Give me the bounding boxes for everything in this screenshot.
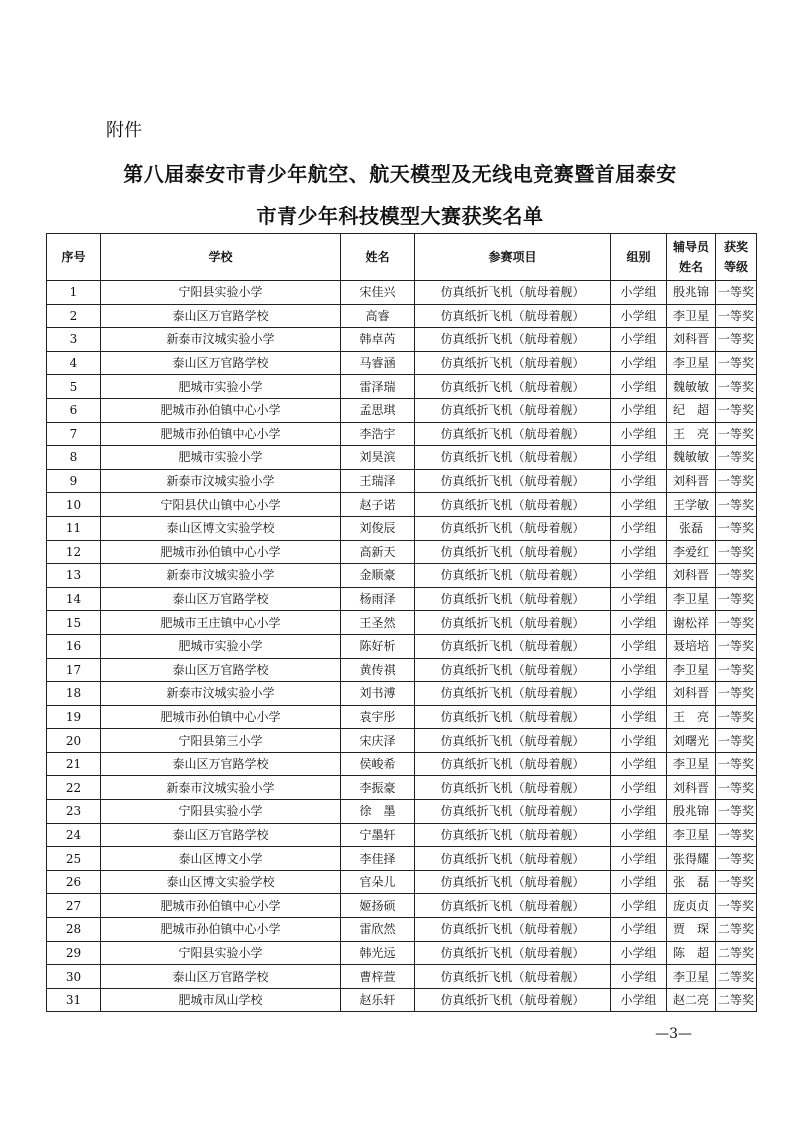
cell-no: 14	[47, 587, 101, 611]
cell-award: 一等奖	[716, 894, 757, 918]
cell-no: 5	[47, 375, 101, 399]
cell-name: 宋佳兴	[341, 281, 415, 305]
cell-school: 肥城市实验小学	[101, 375, 341, 399]
table-body	[47, 281, 757, 1012]
cell-school: 宁阳县实验小学	[101, 941, 341, 965]
cell-name: 李浩宇	[341, 422, 415, 446]
table-row	[47, 870, 757, 894]
cell-name: 孟思琪	[341, 398, 415, 422]
cell-group: 小学组	[611, 965, 667, 989]
cell-school: 新泰市汶城实验小学	[101, 776, 341, 800]
cell-no: 29	[47, 941, 101, 965]
cell-award: 一等奖	[716, 493, 757, 517]
cell-award: 一等奖	[716, 870, 757, 894]
table-row	[47, 351, 757, 375]
cell-no: 1	[47, 281, 101, 305]
cell-project: 仿真纸折飞机（航母着舰）	[415, 752, 611, 776]
cell-name: 王圣然	[341, 611, 415, 635]
cell-school: 新泰市汶城实验小学	[101, 469, 341, 493]
table-row	[47, 304, 757, 328]
cell-group: 小学组	[611, 823, 667, 847]
cell-project: 仿真纸折飞机（航母着舰）	[415, 823, 611, 847]
cell-project: 仿真纸折飞机（航母着舰）	[415, 351, 611, 375]
cell-school: 肥城市孙伯镇中心小学	[101, 398, 341, 422]
cell-no: 15	[47, 611, 101, 635]
cell-project: 仿真纸折飞机（航母着舰）	[415, 634, 611, 658]
cell-group: 小学组	[611, 752, 667, 776]
cell-no: 10	[47, 493, 101, 517]
cell-tutor: 纪 超	[667, 398, 716, 422]
cell-award: 一等奖	[716, 281, 757, 305]
cell-award: 二等奖	[716, 918, 757, 942]
cell-tutor: 李卫星	[667, 752, 716, 776]
cell-group: 小学组	[611, 729, 667, 753]
table-row	[47, 611, 757, 635]
column-header-award	[716, 234, 757, 281]
column-header-school: 学校	[101, 234, 341, 281]
cell-group: 小学组	[611, 375, 667, 399]
cell-group: 小学组	[611, 918, 667, 942]
cell-school: 宁阳县实验小学	[101, 800, 341, 824]
cell-project: 仿真纸折飞机（航母着舰）	[415, 587, 611, 611]
cell-group: 小学组	[611, 351, 667, 375]
table-row	[47, 540, 757, 564]
cell-name: 黄传祺	[341, 658, 415, 682]
table-row	[47, 941, 757, 965]
cell-no: 30	[47, 965, 101, 989]
cell-tutor: 谢松祥	[667, 611, 716, 635]
cell-name: 刘昊滨	[341, 446, 415, 470]
cell-name: 陈好析	[341, 634, 415, 658]
cell-group: 小学组	[611, 776, 667, 800]
cell-award: 一等奖	[716, 729, 757, 753]
table-row	[47, 847, 757, 871]
cell-tutor: 李卫星	[667, 965, 716, 989]
table-row	[47, 800, 757, 824]
cell-name: 马睿涵	[341, 351, 415, 375]
cell-name: 赵乐轩	[341, 988, 415, 1012]
cell-no: 8	[47, 446, 101, 470]
cell-no: 25	[47, 847, 101, 871]
cell-group: 小学组	[611, 446, 667, 470]
cell-school: 肥城市实验小学	[101, 446, 341, 470]
cell-school: 泰山区万官路学校	[101, 658, 341, 682]
cell-school: 肥城市孙伯镇中心小学	[101, 705, 341, 729]
cell-school: 肥城市凤山学校	[101, 988, 341, 1012]
cell-school: 宁阳县第三小学	[101, 729, 341, 753]
cell-school: 新泰市汶城实验小学	[101, 564, 341, 588]
table-row	[47, 328, 757, 352]
cell-name: 曹梓萱	[341, 965, 415, 989]
cell-no: 11	[47, 516, 101, 540]
cell-project: 仿真纸折飞机（航母着舰）	[415, 398, 611, 422]
cell-award: 一等奖	[716, 398, 757, 422]
cell-tutor: 刘曙光	[667, 729, 716, 753]
cell-project: 仿真纸折飞机（航母着舰）	[415, 516, 611, 540]
cell-tutor: 聂培培	[667, 634, 716, 658]
cell-name: 雷泽瑞	[341, 375, 415, 399]
cell-award: 一等奖	[716, 304, 757, 328]
cell-name: 杨雨泽	[341, 587, 415, 611]
cell-tutor: 李爱红	[667, 540, 716, 564]
cell-project: 仿真纸折飞机（航母着舰）	[415, 847, 611, 871]
cell-award: 一等奖	[716, 351, 757, 375]
cell-group: 小学组	[611, 328, 667, 352]
cell-no: 13	[47, 564, 101, 588]
cell-name: 高睿	[341, 304, 415, 328]
cell-project: 仿真纸折飞机（航母着舰）	[415, 894, 611, 918]
cell-project: 仿真纸折飞机（航母着舰）	[415, 469, 611, 493]
cell-project: 仿真纸折飞机（航母着舰）	[415, 776, 611, 800]
table-row	[47, 422, 757, 446]
table-row	[47, 469, 757, 493]
cell-tutor: 贾 琛	[667, 918, 716, 942]
column-header-tutor-line-2: 姓名	[678, 260, 703, 274]
cell-school: 肥城市王庄镇中心小学	[101, 611, 341, 635]
cell-project: 仿真纸折飞机（航母着舰）	[415, 965, 611, 989]
cell-name: 雷欣然	[341, 918, 415, 942]
table-row	[47, 281, 757, 305]
cell-tutor: 刘科晋	[667, 682, 716, 706]
cell-project: 仿真纸折飞机（航母着舰）	[415, 446, 611, 470]
cell-project: 仿真纸折飞机（航母着舰）	[415, 564, 611, 588]
cell-name: 赵子诺	[341, 493, 415, 517]
cell-project: 仿真纸折飞机（航母着舰）	[415, 729, 611, 753]
cell-tutor: 殷兆锦	[667, 281, 716, 305]
table-row	[47, 729, 757, 753]
cell-tutor: 刘科晋	[667, 564, 716, 588]
cell-project: 仿真纸折飞机（航母着舰）	[415, 870, 611, 894]
cell-project: 仿真纸折飞机（航母着舰）	[415, 705, 611, 729]
cell-name: 金顺豪	[341, 564, 415, 588]
cell-no: 17	[47, 658, 101, 682]
cell-award: 二等奖	[716, 941, 757, 965]
cell-tutor: 王 亮	[667, 705, 716, 729]
cell-no: 23	[47, 800, 101, 824]
table-row	[47, 752, 757, 776]
cell-group: 小学组	[611, 611, 667, 635]
cell-project: 仿真纸折飞机（航母着舰）	[415, 611, 611, 635]
cell-group: 小学组	[611, 469, 667, 493]
cell-name: 宋庆泽	[341, 729, 415, 753]
column-header-group: 组别	[611, 234, 667, 281]
cell-group: 小学组	[611, 422, 667, 446]
cell-tutor: 张 磊	[667, 870, 716, 894]
cell-group: 小学组	[611, 281, 667, 305]
cell-award: 一等奖	[716, 446, 757, 470]
cell-school: 泰山区博文实验学校	[101, 516, 341, 540]
cell-group: 小学组	[611, 870, 667, 894]
cell-award: 一等奖	[716, 682, 757, 706]
table-row	[47, 634, 757, 658]
cell-no: 16	[47, 634, 101, 658]
cell-award: 一等奖	[716, 800, 757, 824]
column-header-award-line-2: 等级	[723, 260, 748, 274]
cell-group: 小学组	[611, 988, 667, 1012]
cell-group: 小学组	[611, 941, 667, 965]
cell-no: 9	[47, 469, 101, 493]
cell-award: 一等奖	[716, 540, 757, 564]
cell-tutor: 王 亮	[667, 422, 716, 446]
cell-award: 二等奖	[716, 988, 757, 1012]
cell-tutor: 庞贞贞	[667, 894, 716, 918]
cell-tutor: 李卫星	[667, 351, 716, 375]
table-row	[47, 776, 757, 800]
table-row	[47, 894, 757, 918]
cell-project: 仿真纸折飞机（航母着舰）	[415, 422, 611, 446]
cell-award: 一等奖	[716, 658, 757, 682]
cell-tutor: 刘科晋	[667, 469, 716, 493]
cell-name: 袁宇彤	[341, 705, 415, 729]
cell-project: 仿真纸折飞机（航母着舰）	[415, 304, 611, 328]
cell-award: 二等奖	[716, 965, 757, 989]
cell-tutor: 刘科晋	[667, 776, 716, 800]
cell-award: 一等奖	[716, 328, 757, 352]
cell-tutor: 李卫星	[667, 304, 716, 328]
cell-school: 肥城市孙伯镇中心小学	[101, 918, 341, 942]
cell-school: 泰山区博文小学	[101, 847, 341, 871]
cell-project: 仿真纸折飞机（航母着舰）	[415, 941, 611, 965]
cell-tutor: 张得耀	[667, 847, 716, 871]
cell-school: 泰山区博文实验学校	[101, 870, 341, 894]
table-row	[47, 398, 757, 422]
cell-no: 2	[47, 304, 101, 328]
cell-group: 小学组	[611, 634, 667, 658]
cell-group: 小学组	[611, 800, 667, 824]
cell-award: 一等奖	[716, 422, 757, 446]
cell-school: 新泰市汶城实验小学	[101, 682, 341, 706]
cell-tutor: 殷兆锦	[667, 800, 716, 824]
cell-no: 4	[47, 351, 101, 375]
cell-school: 肥城市实验小学	[101, 634, 341, 658]
cell-no: 7	[47, 422, 101, 446]
cell-award: 一等奖	[716, 634, 757, 658]
cell-tutor: 张磊	[667, 516, 716, 540]
cell-group: 小学组	[611, 705, 667, 729]
awards-table	[46, 233, 757, 1012]
cell-name: 高新天	[341, 540, 415, 564]
cell-name: 韩光远	[341, 941, 415, 965]
cell-no: 22	[47, 776, 101, 800]
cell-project: 仿真纸折飞机（航母着舰）	[415, 918, 611, 942]
column-header-project: 参赛项目	[415, 234, 611, 281]
cell-school: 肥城市孙伯镇中心小学	[101, 540, 341, 564]
table-row	[47, 493, 757, 517]
cell-group: 小学组	[611, 540, 667, 564]
cell-name: 刘书溥	[341, 682, 415, 706]
cell-project: 仿真纸折飞机（航母着舰）	[415, 493, 611, 517]
column-header-name: 姓名	[341, 234, 415, 281]
cell-group: 小学组	[611, 564, 667, 588]
cell-name: 李佳择	[341, 847, 415, 871]
column-header-no: 序号	[47, 234, 101, 281]
page-number: —3—	[655, 1026, 692, 1042]
cell-award: 一等奖	[716, 516, 757, 540]
cell-tutor: 魏敏敏	[667, 446, 716, 470]
cell-no: 20	[47, 729, 101, 753]
cell-school: 肥城市孙伯镇中心小学	[101, 422, 341, 446]
document-title-line-1: 第八届泰安市青少年航空、航天模型及无线电竞赛暨首届泰安	[123, 162, 677, 186]
cell-tutor: 刘科晋	[667, 328, 716, 352]
cell-school: 泰山区万官路学校	[101, 587, 341, 611]
cell-school: 泰山区万官路学校	[101, 351, 341, 375]
table-header-row	[47, 234, 757, 281]
cell-group: 小学组	[611, 493, 667, 517]
cell-no: 26	[47, 870, 101, 894]
cell-no: 12	[47, 540, 101, 564]
cell-no: 6	[47, 398, 101, 422]
cell-project: 仿真纸折飞机（航母着舰）	[415, 800, 611, 824]
cell-no: 21	[47, 752, 101, 776]
cell-group: 小学组	[611, 682, 667, 706]
column-header-tutor	[667, 234, 716, 281]
cell-name: 王瑞泽	[341, 469, 415, 493]
cell-award: 一等奖	[716, 375, 757, 399]
cell-name: 刘俊辰	[341, 516, 415, 540]
table-row	[47, 375, 757, 399]
cell-tutor: 赵二亮	[667, 988, 716, 1012]
table-row	[47, 658, 757, 682]
cell-project: 仿真纸折飞机（航母着舰）	[415, 375, 611, 399]
cell-award: 一等奖	[716, 823, 757, 847]
cell-group: 小学组	[611, 658, 667, 682]
table-row	[47, 705, 757, 729]
cell-tutor: 王学敏	[667, 493, 716, 517]
cell-tutor: 李卫星	[667, 587, 716, 611]
table-row	[47, 823, 757, 847]
cell-name: 李振豪	[341, 776, 415, 800]
cell-project: 仿真纸折飞机（航母着舰）	[415, 281, 611, 305]
cell-no: 27	[47, 894, 101, 918]
table-row	[47, 587, 757, 611]
cell-school: 泰山区万官路学校	[101, 965, 341, 989]
cell-award: 一等奖	[716, 847, 757, 871]
column-header-award-line-1: 获奖	[723, 240, 748, 254]
cell-school: 宁阳县实验小学	[101, 281, 341, 305]
cell-school: 泰山区万官路学校	[101, 752, 341, 776]
cell-tutor: 李卫星	[667, 658, 716, 682]
cell-no: 24	[47, 823, 101, 847]
cell-group: 小学组	[611, 304, 667, 328]
cell-group: 小学组	[611, 894, 667, 918]
cell-name: 韩卓芮	[341, 328, 415, 352]
table-row	[47, 446, 757, 470]
cell-project: 仿真纸折飞机（航母着舰）	[415, 988, 611, 1012]
cell-school: 泰山区万官路学校	[101, 304, 341, 328]
table-row	[47, 516, 757, 540]
cell-school: 泰山区万官路学校	[101, 823, 341, 847]
column-header-tutor-line-1: 辅导员	[672, 240, 709, 254]
cell-award: 一等奖	[716, 776, 757, 800]
cell-group: 小学组	[611, 587, 667, 611]
cell-group: 小学组	[611, 847, 667, 871]
cell-tutor: 陈 超	[667, 941, 716, 965]
cell-project: 仿真纸折飞机（航母着舰）	[415, 328, 611, 352]
cell-no: 28	[47, 918, 101, 942]
cell-school: 宁阳县伏山镇中心小学	[101, 493, 341, 517]
cell-award: 一等奖	[716, 587, 757, 611]
cell-tutor: 李卫星	[667, 823, 716, 847]
table-row	[47, 988, 757, 1012]
cell-group: 小学组	[611, 398, 667, 422]
cell-award: 一等奖	[716, 705, 757, 729]
cell-name: 官朵儿	[341, 870, 415, 894]
attachment-label: 附件	[106, 120, 142, 141]
table-row	[47, 682, 757, 706]
cell-no: 31	[47, 988, 101, 1012]
cell-project: 仿真纸折飞机（航母着舰）	[415, 682, 611, 706]
table-row	[47, 965, 757, 989]
document-title-line-2: 市青少年科技模型大赛获奖名单	[256, 204, 544, 228]
cell-no: 18	[47, 682, 101, 706]
cell-group: 小学组	[611, 516, 667, 540]
cell-name: 宁墨轩	[341, 823, 415, 847]
cell-tutor: 魏敏敏	[667, 375, 716, 399]
cell-project: 仿真纸折飞机（航母着舰）	[415, 540, 611, 564]
cell-award: 一等奖	[716, 469, 757, 493]
cell-award: 一等奖	[716, 564, 757, 588]
cell-name: 侯峻希	[341, 752, 415, 776]
table-row	[47, 564, 757, 588]
cell-project: 仿真纸折飞机（航母着舰）	[415, 658, 611, 682]
cell-no: 3	[47, 328, 101, 352]
cell-award: 一等奖	[716, 611, 757, 635]
cell-no: 19	[47, 705, 101, 729]
cell-award: 一等奖	[716, 752, 757, 776]
cell-school: 新泰市汶城实验小学	[101, 328, 341, 352]
cell-school: 肥城市孙伯镇中心小学	[101, 894, 341, 918]
cell-name: 姬扬硕	[341, 894, 415, 918]
cell-name: 徐 墨	[341, 800, 415, 824]
table-row	[47, 918, 757, 942]
